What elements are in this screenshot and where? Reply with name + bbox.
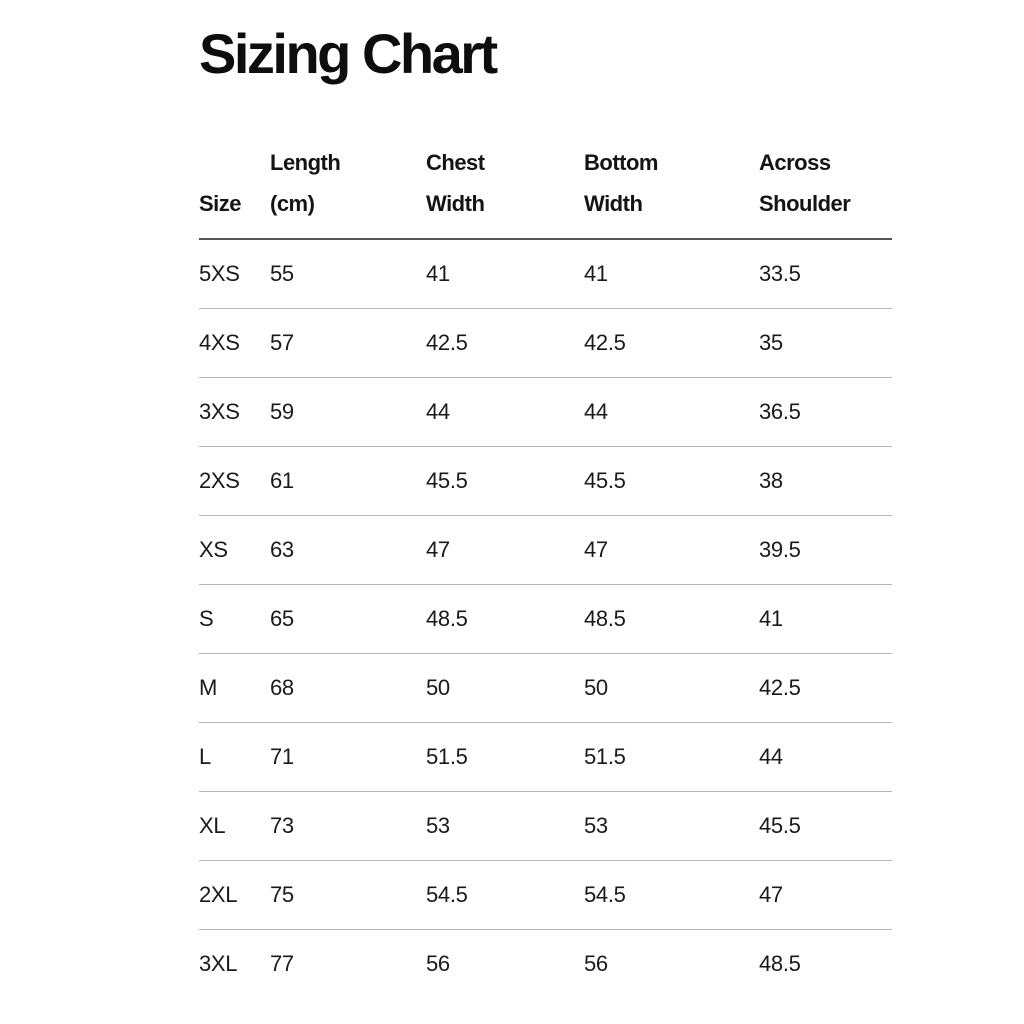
table-row	[199, 516, 892, 585]
cell-length: 73	[270, 792, 426, 861]
column-header-line2: Size	[199, 191, 242, 216]
cell-size: M	[199, 654, 270, 723]
cell-size: XS	[199, 516, 270, 585]
cell-chest-width: 56	[426, 951, 450, 976]
cell-bottom-width: 50	[584, 654, 759, 723]
cell-size: 3XL	[199, 951, 238, 976]
cell-size: 5XS	[199, 239, 270, 309]
column-header-chest-width	[426, 142, 584, 239]
cell-bottom-width: 41	[584, 239, 759, 309]
cell-chest-width: 42.5	[426, 309, 584, 378]
table-row	[199, 930, 892, 999]
sizing-table	[199, 142, 892, 998]
cell-across-shoulder: 35	[759, 309, 892, 378]
cell-across-shoulder: 45.5	[759, 792, 892, 861]
header-row	[199, 142, 892, 239]
column-header-line2: Shoulder	[759, 191, 851, 216]
table-header	[199, 142, 892, 239]
table-row	[199, 723, 892, 792]
cell-bottom-width: 42.5	[584, 309, 759, 378]
column-header-line1: Length	[270, 150, 341, 175]
cell-length: 59	[270, 378, 426, 447]
cell-across-shoulder: 33.5	[759, 239, 892, 309]
column-header-line2: (cm)	[270, 191, 315, 216]
cell-chest-width: 51.5	[426, 723, 584, 792]
cell-across-shoulder: 38	[759, 447, 892, 516]
cell-length: 77	[270, 951, 294, 976]
cell-bottom-width: 56	[584, 951, 608, 976]
cell-across-shoulder: 48.5	[759, 951, 801, 976]
cell-bottom-width: 54.5	[584, 861, 759, 930]
cell-across-shoulder: 47	[759, 861, 892, 930]
cell-chest-width: 48.5	[426, 585, 584, 654]
cell-bottom-width: 44	[584, 378, 759, 447]
column-header-size	[199, 142, 270, 239]
cell-length: 65	[270, 585, 426, 654]
cell-size: 2XS	[199, 447, 270, 516]
cell-length: 57	[270, 309, 426, 378]
cell-chest-width: 45.5	[426, 447, 584, 516]
cell-bottom-width: 53	[584, 792, 759, 861]
cell-across-shoulder: 39.5	[759, 516, 892, 585]
table-row	[199, 447, 892, 516]
column-header-line1: Bottom	[584, 150, 658, 175]
cell-chest-width: 53	[426, 792, 584, 861]
cell-chest-width: 47	[426, 516, 584, 585]
table-row	[199, 239, 892, 309]
cell-length: 55	[270, 239, 426, 309]
column-header-line1: Chest	[426, 150, 485, 175]
table-body	[199, 239, 892, 998]
cell-chest-width: 50	[426, 654, 584, 723]
cell-across-shoulder: 41	[759, 585, 892, 654]
cell-size: 2XL	[199, 861, 270, 930]
column-header-line1	[199, 142, 270, 183]
cell-bottom-width: 45.5	[584, 447, 759, 516]
column-header-line2: Width	[426, 191, 485, 216]
table-row	[199, 861, 892, 930]
column-header-bottom-width	[584, 142, 759, 239]
cell-bottom-width: 51.5	[584, 723, 759, 792]
column-header-length	[270, 142, 426, 239]
cell-chest-width: 41	[426, 239, 584, 309]
cell-chest-width: 54.5	[426, 861, 584, 930]
cell-size: S	[199, 585, 270, 654]
cell-bottom-width: 47	[584, 516, 759, 585]
table-row	[199, 654, 892, 723]
cell-across-shoulder: 42.5	[759, 654, 892, 723]
cell-length: 63	[270, 516, 426, 585]
column-header-across-shoulder	[759, 142, 892, 239]
cell-across-shoulder: 44	[759, 723, 892, 792]
column-header-line1: Across	[759, 150, 831, 175]
table-row	[199, 585, 892, 654]
cell-bottom-width: 48.5	[584, 585, 759, 654]
cell-length: 71	[270, 723, 426, 792]
cell-size: 4XS	[199, 309, 270, 378]
table-row	[199, 792, 892, 861]
table-row	[199, 309, 892, 378]
cell-length: 61	[270, 447, 426, 516]
table-row	[199, 378, 892, 447]
cell-size: L	[199, 723, 270, 792]
cell-across-shoulder: 36.5	[759, 378, 892, 447]
cell-size: 3XS	[199, 378, 270, 447]
cell-chest-width: 44	[426, 378, 584, 447]
cell-length: 75	[270, 861, 426, 930]
cell-size: XL	[199, 792, 270, 861]
column-header-line2: Width	[584, 191, 643, 216]
page-title: Sizing Chart	[199, 22, 496, 85]
cell-length: 68	[270, 654, 426, 723]
